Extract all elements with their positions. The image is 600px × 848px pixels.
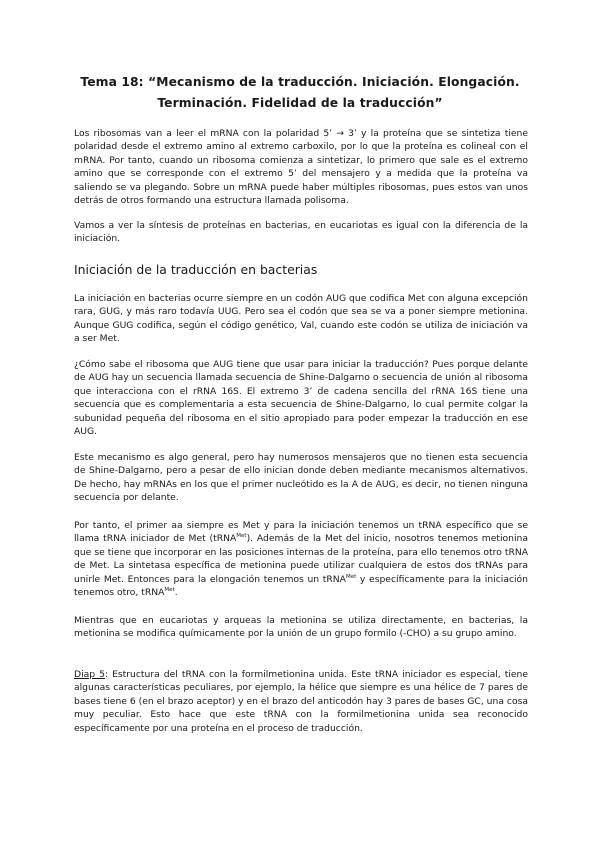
superscript-met: Met [164, 586, 175, 593]
intro-paragraph-ribosomes: Los ribosomas van a leer el mRNA con la polaridad 5’ → 3’ y la proteína que se sintetiza tiene polaridad desde el extremo amino al extremo carboxilo, por lo que la proteína es colineal con el mRNA. Por tanto, cuando un ribosoma comienza a sintetizar, lo primero que sale es el extremo amino que se corresponde con el extremo 5’ del mensajero y a medida que la proteína va saliendo se va plegando. Sobre un mRNA puede haber múltiples ribosomas, pues estos van unos detrás de otros formando una estructura llamada polisoma. [74, 128, 528, 207]
page-title-line-2: Terminación. Fidelidad de la traducción” [157, 96, 443, 110]
text-fragment: : Estructura del tRNA con la formilmetionina unida. Este tRNA iniciador es especial, tiene algunas características peculiares, por ejemplo, la hélice que siempre es una hélice de 7 pares de bases tiene 6 (en el brazo aceptor) y en el brazo del anticodón hay 3 pares de bases GC, una cosa muy peculiar. Esto hace que este tRNA con la formilmetionina unida sea reconocido específicamente por una proteína en el proceso de traducción. [74, 669, 528, 734]
text-fragment: ). Además de la Met del inicio, nosotros tenemos metionina que se tiene que incorporar en las posiciones internas de la proteína, para ello tenemos otro tRNA de Met. La sintetasa específica de metionina puede utilizar cualquiera de estos dos tRNAs para unirle Met. Entonces para la elongación tenemos un tRNA [74, 533, 528, 585]
paragraph-initiation-codon: La iniciación en bacterias ocurre siempre en un codón AUG que codifica Met con alguna excepción rara, GUG, y más raro todavía UUG. Pero sea el codón que sea se va a poner siempre metionina. Aunque GUG codifica, según el código genético, Val, cuando este codón se utiliza de iniciación va a ser Met. [74, 293, 528, 345]
text-fragment: Por tanto, el primer aa siempre es Met y para la iniciación tenemos un tRNA específico que se llama tRNA iniciador de Met (tRNA [74, 520, 528, 545]
slide-reference: Diap 5 [74, 669, 105, 680]
paragraph-formyl-methionine: Mientras que en eucariotas y arqueas la metionina se utiliza directamente, en bacterias, la metionina se modifica químicamente por la unión de un grupo formilo (-CHO) a su grupo amino. [74, 615, 528, 640]
superscript-met: Met [236, 533, 247, 540]
text-fragment: y específicamente para la iniciación tenemos otro, tRNA [74, 573, 529, 599]
text-fragment: . [174, 587, 178, 599]
paragraph-shine-dalgarno: ¿Cómo sabe el ribosoma que AUG tiene que usar para iniciar la traducción? Pues porque delante de AUG hay un secuencia llamada secuencia de Shine-Dalgarno o secuencia de unión al ribosoma que interacciona con el rRNA 16S. El extremo 3’ de cadena sencilla del rRNA 16S tiene una secuencia que es complementaria a esta secuencia de Shine-Dalgarno, lo cual permite colgar la subunidad pequeña del ribosoma en el sitio apropiado para poder empezar la traducción en ese AUG. [74, 359, 528, 438]
intro-paragraph-bacteria: Vamos a ver la síntesis de proteínas en bacterias, en eucariotas es igual con la diferencia de la iniciación. [74, 220, 528, 245]
page-title-line-1: Tema 18: “Mecanismo de la traducción. Iniciación. Elongación. [80, 75, 520, 89]
paragraph-diap-5 [74, 668, 528, 735]
paragraph-alternative-mechanisms: Este mecanismo es algo general, pero hay numerosos mensajeros que no tienen esta secuencia de Shine-Dalgarno, pero a pesar de ello inician donde deben mediante mecanismos alternativos. De hecho, hay mRNAs en los que el primer nucleótido es la A de AUG, es decir, no tienen ninguna secuencia por delante. [74, 452, 528, 504]
superscript-met: Met [345, 573, 357, 580]
section-heading: Iniciación de la traducción en bacterias [74, 262, 318, 277]
paragraph-initiator-trna [74, 519, 528, 599]
